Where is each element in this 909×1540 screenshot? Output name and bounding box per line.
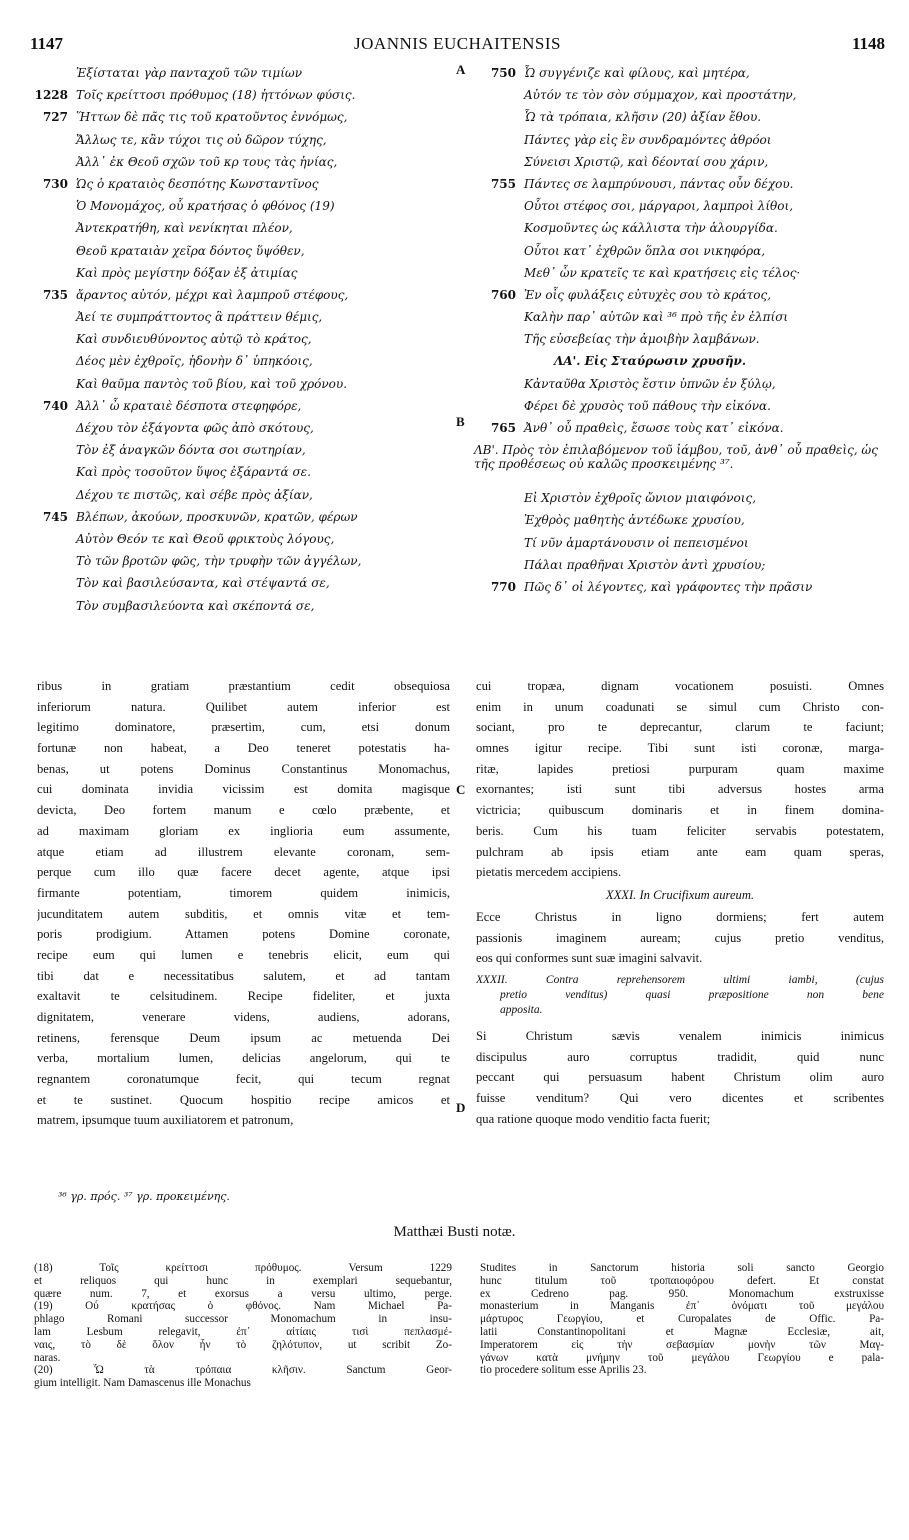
verse-text: Ἐχθρὸς μαθητὴς ἀντέδωκε χρυσίου, <box>524 513 745 528</box>
verse-line <box>26 484 456 506</box>
text-line: fortunæ non habeat, a Deo teneret potestatis ha- <box>37 741 450 756</box>
text-line: matrem, ipsumque tuum auxiliatorem et patronum, <box>37 1113 294 1128</box>
verse-line <box>474 509 894 531</box>
verse-text: Αὐτὸν Θεόν τε καὶ Θεοῦ φρικτοὺς λόγους, <box>76 531 335 546</box>
text-line: μάρτυρος Γεωργίου, et Curopalates de Offic. Pa- <box>480 1313 884 1326</box>
section-heading: XXXI. In Crucifixum aureum. <box>605 887 755 902</box>
text-line: recipe eum qui lumen e tenebris elicit, eum qui <box>37 947 450 962</box>
section-heading-text: ΛΑ'. Εἰς Σταύρωσιν χρυσῆν. <box>554 354 747 369</box>
verse-line <box>26 595 456 617</box>
verse-text: Αὐτόν τε τὸν σὸν σύμμαχον, καὶ προστάτην, <box>524 88 797 103</box>
text-line: (20) Ὧ τὰ τρόπαια κλῆσιν. Sanctum Geor- <box>34 1364 452 1377</box>
notes-right <box>480 1262 884 1377</box>
verse-number: 745 <box>42 509 68 524</box>
verse-text: Βλέπων, ἀκούων, προσκυνῶν, κρατῶν, φέρων <box>76 509 358 524</box>
text-line: phlago Romani successor Monomachum in insu- <box>34 1313 452 1326</box>
greek-verses-right <box>474 62 894 598</box>
verse-text: Δέος μὲν ἐχθροῖς, ἡδονὴν δ᾽ ὑπηκόοις, <box>76 354 313 369</box>
text-line: beris. Cum his tuam feliciter servabis potestatem, <box>476 823 884 838</box>
verse-line <box>26 129 456 151</box>
verse-text: Οὗτοι κατ᾽ ἐχθρῶν ὅπλα σοι νικηφόρα, <box>524 243 766 258</box>
verse-line <box>474 151 894 173</box>
verse-line <box>474 262 894 284</box>
margin-letter-d: D <box>456 1100 466 1115</box>
verse-line <box>474 173 894 195</box>
verse-line <box>474 554 894 576</box>
verse-text: Σύνεισι Χριστῷ, καὶ δέονταί σου χάριν, <box>524 154 769 169</box>
verse-number: 750 <box>490 66 516 80</box>
text-line: naras. <box>34 1351 61 1364</box>
verse-number: 740 <box>42 398 68 413</box>
verse-text: Ὦ συγγένιζε καὶ φίλους, καὶ μητέρα, <box>524 66 750 80</box>
text-line: pietatis mercedem accipiens. <box>476 865 622 880</box>
verse-line <box>26 84 456 106</box>
verse-line <box>26 173 456 195</box>
text-line: pulchram ab ipsis etiam ante eam quam speras, <box>476 844 884 859</box>
verse-number: 755 <box>490 176 516 191</box>
greek-verses-left <box>26 62 456 617</box>
verse-text: Οὗτοι στέφος σοι, μάργαροι, λαμπροὶ λίθοι, <box>524 199 794 214</box>
verse-line <box>26 572 456 594</box>
text-line: discipulus auro corruptus tradidit, quid nunc <box>476 1049 884 1064</box>
section-heading-text: ΛΒ'. Πρὸς τὸν ἐπιλαβόμενον τοῦ ἰάμβου, τοῦ, ἀνθ᾽ οὗ πραθεὶς, ὡς τῆς προθέσεως οὐ καλῶς προσκειμένης ³⁷. <box>474 443 878 472</box>
text-line: verba, mortalium lumen, delicias angelorum, qui te <box>37 1051 450 1066</box>
text-line: exaltavit te celsitudinem. Recipe fideliter, et juxta <box>37 989 450 1004</box>
verse-line <box>474 532 894 554</box>
verse-line <box>474 306 894 328</box>
text-line: cui tropæa, dignam vocationem posuisti. Omnes <box>476 679 884 693</box>
verse-text: Ὁ Μονομάχος, οὗ κρατήσας ὁ φθόνος (19) <box>76 199 335 214</box>
verse-line <box>26 284 456 306</box>
verse-line <box>474 84 894 106</box>
verse-text: Τὸν συμβασιλεύοντα καὶ σκέποντά σε, <box>76 598 315 613</box>
text-line: passionis imaginem auream; cujus pretio venditus, <box>476 930 884 945</box>
margin-letter-a: A <box>456 62 466 77</box>
text-line: exornantes; isti sunt tibi adversus hostes arma <box>476 782 884 797</box>
verse-text: Καλὴν παρ᾽ αὐτῶν καὶ ³⁶ πρὸ τῆς ἐν ἐλπίσι <box>524 310 789 325</box>
verse-line <box>26 262 456 284</box>
section-heading: apposita. <box>500 1003 543 1016</box>
verse-line <box>26 528 456 550</box>
verse-text: Ἄλλως τε, κἂν τύχοι τις οὐ δῶρον τύχης, <box>76 132 327 147</box>
text-line: regnantem coronatumque fecit, qui tecum regnat <box>37 1072 450 1087</box>
text-line: devicta, Deo fortem manum e cœlo præbente, et <box>37 803 450 818</box>
verse-text: Εἰ Χριστὸν ἐχθροῖς ὤνιον μιαιφόνοις, <box>524 491 757 506</box>
verse-line <box>26 62 456 84</box>
verse-text: Ἐξίσταται γὰρ πανταχοῦ τῶν τιμίων <box>76 66 302 80</box>
verse-number: 765 <box>490 421 516 435</box>
verse-text: Φέρει δὲ χρυσὸς τοῦ πάθους τὴν εἰκόνα. <box>524 398 771 413</box>
verse-line <box>26 395 456 417</box>
verse-text: Πάλαι πραθῆναι Χριστὸν ἀντὶ χρυσίου; <box>524 557 766 572</box>
verse-line <box>26 328 456 350</box>
verse-text: Τὸν καὶ βασιλεύσαντα, καὶ στέψαντά σε, <box>76 576 330 591</box>
verse-line <box>474 576 894 598</box>
text-line: ribus in gratiam præstantium cedit obsequiosa <box>37 679 450 693</box>
text-line: fuisse venditum? Qui vero dicentes et scribentes <box>476 1091 884 1105</box>
column-number-left: 1147 <box>30 34 64 53</box>
text-line: quære num. 7, et exorsus a versu ultimo, perge. <box>34 1287 452 1300</box>
text-line: peccant qui persuasum habent Christum olim auro <box>476 1070 884 1085</box>
text-line: Studites in Sanctorum historia soli sancto Georgio <box>480 1262 884 1274</box>
verse-line <box>26 461 456 483</box>
text-line: et te sustinet. Quocum hospitio recipe amicos et <box>37 1092 450 1107</box>
text-line: Imperatorem εἰς τὴν σεβασμίαν μονὴν τῶν Μαγ- <box>480 1338 884 1351</box>
text-line: (19) Οὗ κρατήσας ὁ φθόνος. Nam Michael Pa- <box>34 1300 452 1313</box>
verse-text: Καὶ θαῦμα παντὸς τοῦ βίου, καὶ τοῦ χρόνου. <box>76 376 348 391</box>
verse-text: Ὧ τὰ τρόπαια, κλῆσιν (20) ἀξίαν ἔθου. <box>524 110 762 125</box>
verse-line <box>26 550 456 572</box>
text-line: omnes igitur recipe. Tibi sunt isti coronæ, marga- <box>476 741 884 756</box>
text-line: (18) Τοῖς κρείττοσι πρόθυμος. Versum 1229 <box>34 1262 452 1274</box>
text-line: gium intelligit. Nam Damascenus ille Monachus <box>34 1377 251 1390</box>
verse-text: ἄραντος αὐτόν, μέχρι καὶ λαμπροῦ στέφους, <box>76 287 349 302</box>
verse-text: Καὶ πρὸς μεγίστην δόξαν ἐξ ἀτιμίας <box>76 265 298 280</box>
verse-line <box>474 328 894 350</box>
notes-title: Matthæi Busti notæ. <box>393 1224 516 1240</box>
verse-line <box>474 417 894 439</box>
margin-letter-b: B <box>456 414 465 429</box>
verse-line <box>26 151 456 173</box>
verse-line <box>474 487 894 509</box>
text-line: enim in unum coadunati se simul cum Christo con- <box>476 699 884 714</box>
text-line: firmante potentiam, timorem quidem inimicis, <box>37 885 450 900</box>
verse-text: Πῶς δ᾽ οἱ λέγοντες, καὶ γράφοντες τὴν πρᾶσιν <box>524 579 813 594</box>
verse-line <box>26 373 456 395</box>
verse-text: Κἀνταῦθα Χριστὸς ἔστιν ὑπνῶν ἐν ξύλῳ, <box>524 376 776 391</box>
column-number-right: 1148 <box>851 34 885 53</box>
text-line: atque etiam ad illustrem elevante coronam, sem- <box>37 844 450 859</box>
footnotes: ³⁶ γρ. πρός. ³⁷ γρ. προκειμένης. <box>58 1190 230 1203</box>
section-heading <box>474 439 894 487</box>
verse-number: 727 <box>42 110 68 125</box>
text-line: Si Christum sævis venalem inimicis inimicus <box>476 1028 884 1043</box>
latin-translation-left <box>37 676 450 1131</box>
verse-number: 760 <box>490 287 516 302</box>
verse-text: Ὡς ὁ κραταιὸς δεσπότης Κωνσταντῖνος <box>76 176 319 191</box>
text-line: γάνων κατὰ μνήμην τοῦ μεγάλου Γεωργίου e pala- <box>480 1351 884 1364</box>
verse-line <box>474 217 894 239</box>
page-header <box>30 34 885 56</box>
verse-line <box>474 240 894 262</box>
verse-line <box>26 106 456 128</box>
verse-text: Καὶ πρὸς τοσοῦτον ὕψος ἐξάραντά σε. <box>76 465 311 480</box>
verse-text: Ἀεί τε συμπράττοντος ἃ πράττειν θέμις, <box>76 310 323 325</box>
verse-number: 1228 <box>34 88 68 103</box>
text-line: hunc titulum τοῦ τροπαιοφόρου defert. Et constat <box>480 1274 884 1287</box>
verse-line <box>474 129 894 151</box>
verse-text: Τὸ τῶν βροτῶν φῶς, τὴν τρυφὴν τῶν ἀγγέλων, <box>76 554 362 569</box>
verse-text: Μεθ᾽ ὧν κρατεῖς τε καὶ κρατήσεις εἰς τέλος· <box>524 265 801 280</box>
latin-translation-right <box>476 676 884 1129</box>
verse-line <box>474 62 894 84</box>
text-line: monasterium in Manganis ἐπ᾽ ὀνόματι τοῦ μεγάλου <box>480 1300 884 1313</box>
text-line: victricia; quibuscum dominaris et in finem domina- <box>476 803 884 818</box>
verse-line <box>26 240 456 262</box>
verse-line <box>474 195 894 217</box>
text-line: eos qui conformes sunt suæ imagini salvavit. <box>476 951 703 966</box>
text-line: Ecce Christus in ligno dormiens; fert autem <box>476 909 884 924</box>
verse-line <box>474 395 894 417</box>
verse-text: Τῆς εὐσεβείας τὴν ἀμοιβὴν λαμβάνων. <box>524 332 760 347</box>
verse-text: Τοῖς κρείττοσι πρόθυμος (18) ἡττόνων φύσις. <box>76 88 356 103</box>
text-line: cui dominata invidia vicissim est domita magisque <box>37 782 450 797</box>
text-line: inferiorum natura. Quilibet autem inferior est <box>37 699 450 714</box>
text-line: retinens, ferensque Deum ipsum ac metuenda Dei <box>37 1030 450 1045</box>
text-line: et reliquos qui hunc in exemplari sequebantur, <box>34 1274 452 1287</box>
verse-text: Καὶ συνδιευθύνοντος αὐτῷ τὸ κράτος, <box>76 332 312 347</box>
text-line: tio procedere solitum esse Aprilis 23. <box>480 1364 647 1377</box>
verse-text: Πάντες γὰρ εἰς ἓν συνδραμόντες ἀθρόοι <box>524 132 772 147</box>
verse-text: Κοσμοῦντες ὡς κάλλιστα τὴν ἁλουργίδα. <box>524 221 778 236</box>
verse-text: Ἀλλ᾽ ὦ κραταιὲ δέσποτα στεφηφόρε, <box>76 398 302 413</box>
section-heading: pretio venditus) quasi præpositione non bene <box>500 988 884 1001</box>
verse-text: Τὸν ἐξ ἀναγκῶν δόντα σοι σωτηρίαν, <box>76 443 306 458</box>
verse-text: Πάντες σε λαμπρύνουσι, πάντας οὖν δέχου. <box>524 176 794 191</box>
verse-line <box>26 506 456 528</box>
verse-text: Ἀλλ᾽ ἐκ Θεοῦ σχῶν τοῦ κρ τους τὰς ἡνίας, <box>76 154 338 169</box>
running-title: JOANNIS EUCHAITENSIS <box>354 34 561 53</box>
text-line: latii Constantinopolitani et Magnæ Ecclesiæ, ait, <box>480 1325 884 1338</box>
text-line: qua ratione quoque modo venditio facta fuerit; <box>476 1111 711 1126</box>
verse-text: Ἐν οἷς φυλάξεις εὐτυχὲς σου τὸ κράτος, <box>524 287 772 302</box>
verse-text: Δέχου τε πιστῶς, καὶ σέβε πρὸς ἀξίαν, <box>76 487 313 502</box>
verse-number: 770 <box>490 579 516 594</box>
verse-line <box>26 217 456 239</box>
verse-text: Ἥττων δὲ πᾶς τις τοῦ κρατοῦντος ἐννόμως, <box>76 110 348 125</box>
text-line: dignitatem, venerare videns, audiens, adorans, <box>37 1010 450 1024</box>
text-line: ναις, τὸ δὲ ὅλον ἦν τὸ ζηλότυπον, ut scribit Zo- <box>34 1338 452 1351</box>
text-line: poris prodigium. Attamen potens Domine coronate, <box>37 927 450 942</box>
verse-line <box>26 306 456 328</box>
verse-line <box>26 350 456 372</box>
verse-text: Ἀντεκρατήθη, καὶ νενίκηται πλέον, <box>76 221 293 236</box>
text-line: ritæ, lapides pretiosi purpuram quam maxime <box>476 761 884 776</box>
verse-line <box>26 195 456 217</box>
text-line: tibi dat e necessitatibus salutem, et ad tantam <box>37 968 450 983</box>
verse-line <box>474 373 894 395</box>
verse-number: 730 <box>42 176 68 191</box>
verse-line <box>26 417 456 439</box>
text-line: legitimo dominatore, præsertim, cum, etsi donum <box>37 720 450 735</box>
text-line: ex Cedreno pag. 950. Monomachum exstruxisse <box>480 1287 884 1300</box>
verse-line <box>474 106 894 128</box>
text-line: ad maximam gloriam ex inglioria eum assumente, <box>37 823 450 838</box>
verse-line <box>474 284 894 306</box>
section-heading: XXXII. Contra reprehensorem ultimi iambi, (cujus <box>476 973 884 986</box>
verse-text: Τί νῦν ἁμαρτάνουσιν οἱ πεπεισμένοι <box>524 535 749 550</box>
verse-line <box>26 439 456 461</box>
verse-text: Ἀνθ᾽ οὗ πραθεὶς, ἔσωσε τοὺς κατ᾽ εἰκόνα. <box>524 421 784 435</box>
verse-text: Δέχου τὸν ἐξάγοντα φῶς ἀπὸ σκότους, <box>76 421 314 435</box>
notes-left <box>34 1262 452 1390</box>
text-line: perque cum illo quæ facere decet agente, atque ipsi <box>37 865 450 880</box>
text-line: lam Lesbum relegavit, ἐπ᾽ αἰτίαις τισὶ πεπλασμέ- <box>34 1325 452 1338</box>
text-line: jucunditatem autem subditis, et omnis vitæ et tem- <box>37 906 450 921</box>
margin-letter-c: C <box>456 782 466 797</box>
text-line: benas, ut potens Dominus Constantinus Monomachus, <box>37 761 450 776</box>
verse-text: Θεοῦ κραταιὰν χεῖρα δόντος ὕψόθεν, <box>76 243 305 258</box>
text-line: sociant, pro te deprecantur, clarum te faciunt; <box>476 720 884 735</box>
section-heading <box>474 350 894 372</box>
verse-number: 735 <box>42 287 68 302</box>
